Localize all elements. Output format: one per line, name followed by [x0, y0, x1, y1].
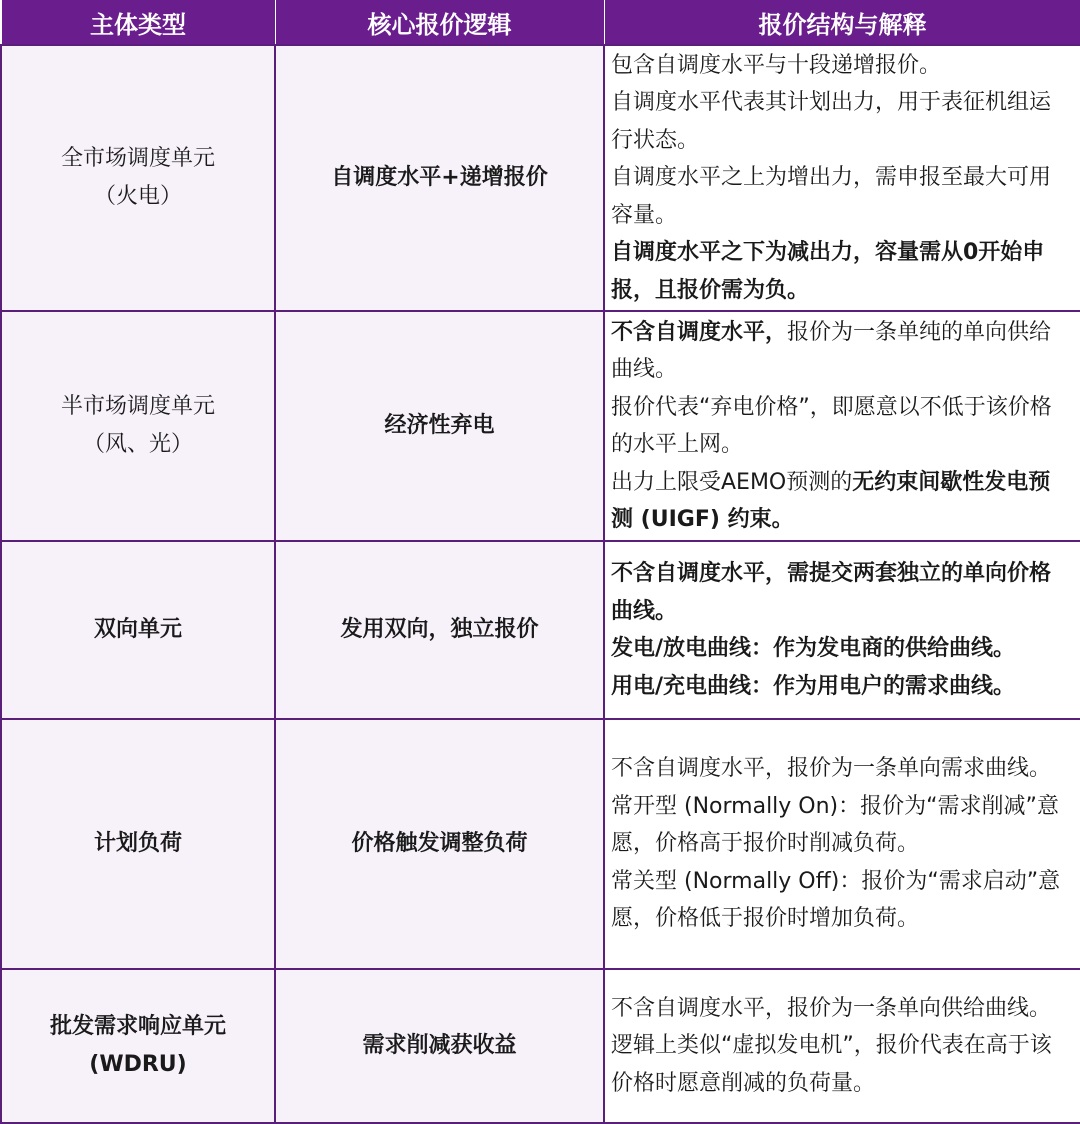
core-logic-text: 经济性弃电 [384, 413, 495, 438]
entity-type-line: 半市场调度单元 [60, 394, 215, 419]
explanation-segment: 用电/充电曲线：作为用电户的需求曲线。 [611, 673, 1016, 699]
explanation-segment: 不含自调度水平，报价为一条单向需求曲线。 [611, 756, 1052, 782]
cell-entity-type [1, 311, 275, 541]
explanation-segment: 无约束间歇性发电预测 (UIGF) 约束。 [611, 469, 1051, 532]
cell-core-logic [275, 541, 604, 719]
explanation-paragraph [611, 668, 1072, 706]
entity-type-line: 双向单元 [93, 617, 182, 642]
explanation-paragraph [611, 159, 1072, 234]
explanation-segment: 不含自调度水平， [611, 319, 788, 345]
entity-type-line: (WDRU) [89, 1052, 187, 1077]
explanation-segment: 发电/放电曲线：作为发电商的供给曲线。 [611, 636, 1016, 661]
header-structure-explanation: 报价结构与解释 [604, 0, 1080, 45]
cell-entity-type [1, 45, 275, 311]
explanation-paragraph [611, 47, 1072, 85]
explanation-segment: 报价代表“弃电价格”，即愿意以不低于该价格的水平上网。 [611, 394, 1052, 457]
explanation-paragraph [611, 990, 1072, 1028]
entity-type-line: 全市场调度单元 [60, 146, 215, 171]
cell-entity-type [1, 541, 275, 719]
explanation-segment: 自调度水平之下为减出力，容量需从0开始申报，且报价需为负。 [611, 240, 1045, 303]
explanation-segment: 自调度水平之上为增出力，需申报至最大可用容量。 [611, 165, 1052, 228]
entity-type-line: （风、光） [82, 432, 193, 457]
explanation-paragraph [611, 863, 1072, 938]
table-row [1, 311, 1080, 541]
explanation-segment: 不含自调度水平，报价为一条单向供给曲线。 [611, 995, 1052, 1021]
explanation-segment: 常开型 (Normally On)：报价为“需求削减”意愿，价格高于报价时削减负荷。 [611, 793, 1059, 857]
explanation-segment: 常关型 (Normally Off)：报价为“需求启动”意愿，价格低于报价时增加负荷。 [611, 868, 1061, 932]
explanation-paragraph [611, 84, 1072, 159]
table-row [1, 719, 1080, 969]
cell-explanation [604, 45, 1080, 311]
header-core-logic: 核心报价逻辑 [275, 0, 604, 45]
explanation-paragraph [611, 630, 1072, 668]
explanation-paragraph [611, 314, 1072, 389]
table-row [1, 541, 1080, 719]
header-row [1, 0, 1080, 45]
explanation-paragraph [611, 1027, 1072, 1102]
cell-core-logic [275, 311, 604, 541]
cell-explanation [604, 969, 1080, 1123]
cell-entity-type [1, 719, 275, 969]
table-body [1, 45, 1080, 1123]
explanation-segment: 不含自调度水平，需提交两套独立的单向价格曲线。 [611, 561, 1052, 624]
cell-core-logic [275, 45, 604, 311]
core-logic-text: 发用双向，独立报价 [340, 617, 539, 642]
explanation-segment: 出力上限受AEMO预测的 [611, 469, 853, 495]
table-row [1, 45, 1080, 311]
explanation-paragraph [611, 750, 1072, 788]
explanation-segment: 自调度水平代表其计划出力，用于表征机组运行状态。 [611, 90, 1052, 153]
explanation-paragraph [611, 555, 1072, 630]
cell-entity-type [1, 969, 275, 1123]
table-row [1, 969, 1080, 1123]
core-logic-text: 自调度水平+递增报价 [331, 165, 548, 190]
cell-core-logic [275, 969, 604, 1123]
explanation-paragraph [611, 234, 1072, 309]
cell-core-logic [275, 719, 604, 969]
cell-explanation [604, 311, 1080, 541]
explanation-segment: 包含自调度水平与十段递增报价。 [611, 52, 942, 78]
explanation-segment: 报价为一条单纯的单向供给曲线。 [611, 319, 1052, 382]
header-entity-type: 主体类型 [1, 0, 275, 45]
entity-type-line: 批发需求响应单元 [49, 1014, 226, 1039]
entity-type-line: （火电） [93, 184, 182, 209]
explanation-paragraph [611, 464, 1072, 539]
core-logic-text: 价格触发调整负荷 [351, 831, 528, 856]
core-logic-text: 需求削减获收益 [362, 1033, 517, 1058]
entity-type-line: 计划负荷 [93, 831, 182, 856]
explanation-paragraph [611, 788, 1072, 863]
explanation-paragraph [611, 389, 1072, 464]
explanation-segment: 逻辑上类似“虚拟发电机”，报价代表在高于该价格时愿意削减的负荷量。 [611, 1033, 1052, 1096]
cell-explanation [604, 719, 1080, 969]
cell-explanation [604, 541, 1080, 719]
table-header [1, 0, 1080, 45]
